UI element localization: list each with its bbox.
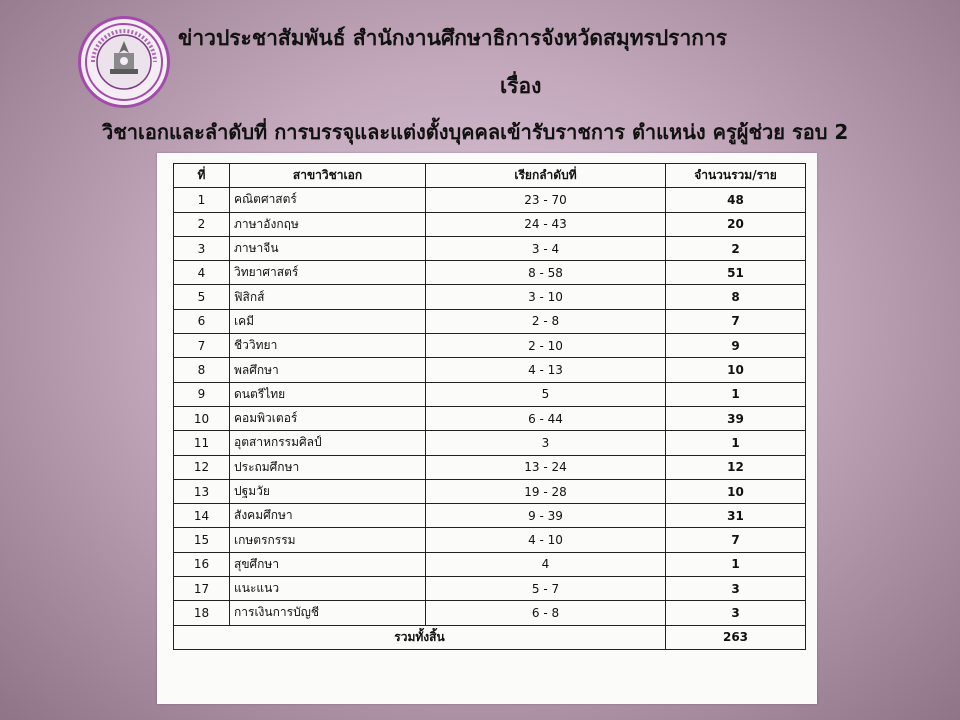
cell-no: 3 [174,236,230,260]
table-row [174,382,806,406]
cell-no: 12 [174,455,230,479]
col-header-no: ที่ [174,164,230,188]
total-label: รวมทั้งสิ้น [174,625,666,649]
cell-major: ประถมศึกษา [230,455,426,479]
cell-no: 18 [174,601,230,625]
cell-major: ฟิสิกส์ [230,285,426,309]
cell-no: 11 [174,431,230,455]
col-header-rank: เรียกลำดับที่ [426,164,666,188]
cell-no: 14 [174,504,230,528]
cell-rank: 6 - 44 [426,406,666,430]
cell-count: 1 [666,552,806,576]
cell-no: 17 [174,577,230,601]
cell-rank: 5 - 7 [426,577,666,601]
cell-rank: 4 - 10 [426,528,666,552]
cell-major: ชีววิทยา [230,334,426,358]
office-seal-logo [78,16,170,108]
cell-no: 10 [174,406,230,430]
cell-rank: 4 [426,552,666,576]
cell-rank: 3 - 10 [426,285,666,309]
cell-rank: 24 - 43 [426,212,666,236]
cell-rank: 6 - 8 [426,601,666,625]
table-row [174,455,806,479]
cell-count: 20 [666,212,806,236]
cell-count: 8 [666,285,806,309]
cell-count: 2 [666,236,806,260]
cell-major: แนะแนว [230,577,426,601]
cell-no: 15 [174,528,230,552]
seal-emblem-icon [81,19,167,105]
majors-table [173,163,806,650]
cell-count: 51 [666,261,806,285]
cell-major: การเงินการบัญชี [230,601,426,625]
cell-rank: 5 [426,382,666,406]
table-row [174,406,806,430]
table-row [174,528,806,552]
cell-rank: 2 - 10 [426,334,666,358]
cell-major: ภาษาจีน [230,236,426,260]
table-row [174,309,806,333]
table-row [174,212,806,236]
cell-count: 7 [666,528,806,552]
cell-major: ปฐมวัย [230,479,426,503]
cell-count: 39 [666,406,806,430]
col-header-major: สาขาวิชาเอก [230,164,426,188]
cell-count: 10 [666,479,806,503]
cell-count: 12 [666,455,806,479]
cell-no: 13 [174,479,230,503]
cell-rank: 9 - 39 [426,504,666,528]
cell-no: 5 [174,285,230,309]
table-total-row [174,625,806,649]
cell-count: 48 [666,188,806,212]
table-row [174,552,806,576]
cell-count: 7 [666,309,806,333]
cell-count: 10 [666,358,806,382]
cell-major: พลศึกษา [230,358,426,382]
cell-rank: 3 [426,431,666,455]
cell-rank: 8 - 58 [426,261,666,285]
cell-count: 1 [666,431,806,455]
cell-major: คณิตศาสตร์ [230,188,426,212]
table-row [174,479,806,503]
cell-no: 16 [174,552,230,576]
cell-no: 4 [174,261,230,285]
cell-major: อุตสาหกรรมศิลป์ [230,431,426,455]
cell-count: 3 [666,577,806,601]
cell-rank: 13 - 24 [426,455,666,479]
document-sheet [157,153,817,704]
cell-no: 2 [174,212,230,236]
header-subject-label: เรื่อง [500,74,542,98]
cell-major: เกษตรกรรม [230,528,426,552]
cell-count: 3 [666,601,806,625]
table-row [174,261,806,285]
cell-count: 31 [666,504,806,528]
cell-major: คอมพิวเตอร์ [230,406,426,430]
cell-no: 6 [174,309,230,333]
table-row [174,285,806,309]
cell-major: ภาษาอังกฤษ [230,212,426,236]
table-row [174,236,806,260]
table-row [174,431,806,455]
table-row [174,504,806,528]
cell-major: ดนตรีไทย [230,382,426,406]
cell-no: 8 [174,358,230,382]
table-row [174,334,806,358]
cell-rank: 4 - 13 [426,358,666,382]
header-title: ข่าวประชาสัมพันธ์ สำนักงานศึกษาธิการจังหวัดสมุทรปราการ [178,26,728,50]
table-row [174,577,806,601]
cell-rank: 23 - 70 [426,188,666,212]
cell-count: 1 [666,382,806,406]
header-subject: วิชาเอกและลำดับที่ การบรรจุและแต่งตั้งบุคคลเข้ารับราชการ ตำแหน่ง ครูผู้ช่วย รอบ 2 [102,120,849,144]
cell-major: เคมี [230,309,426,333]
col-header-count: จำนวนรวม/ราย [666,164,806,188]
total-value: 263 [666,625,806,649]
cell-no: 9 [174,382,230,406]
cell-major: วิทยาศาสตร์ [230,261,426,285]
cell-major: สังคมศึกษา [230,504,426,528]
cell-major: สุขศึกษา [230,552,426,576]
table-row [174,188,806,212]
cell-rank: 2 - 8 [426,309,666,333]
cell-rank: 3 - 4 [426,236,666,260]
cell-count: 9 [666,334,806,358]
cell-rank: 19 - 28 [426,479,666,503]
table-row [174,358,806,382]
table-row [174,601,806,625]
table-header-row [174,164,806,188]
cell-no: 7 [174,334,230,358]
cell-no: 1 [174,188,230,212]
